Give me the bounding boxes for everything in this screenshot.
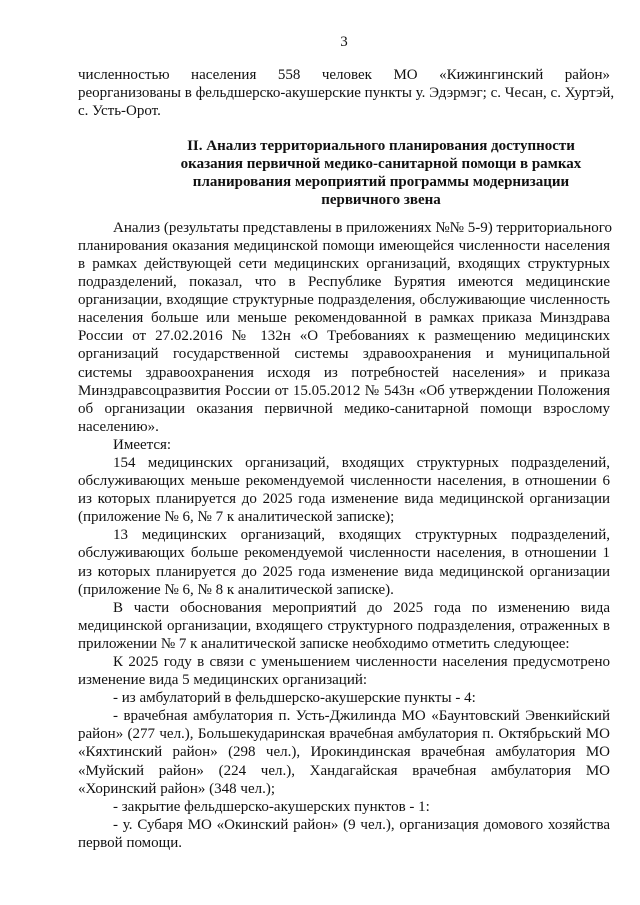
text-line: изменение вида 5 медицинских организаций: (78, 672, 368, 689)
text-line: - из амбулаторий в фельдшерско-акушерские пункты - 4: (113, 690, 476, 707)
text-line: подразделений, показал, что в Республике Бурятия имеются медицинские (78, 274, 610, 291)
text-line: в рамках действующей сети медицинских организаций, входящих структурных (78, 255, 610, 272)
fap-closure-list (78, 816, 610, 852)
text-line: организаций государственной системы здравоохранения и муниципальной (78, 346, 610, 363)
document-body (78, 66, 615, 852)
text-line: В части обоснования мероприятий до 2025 года по изменению вида (113, 599, 610, 616)
justification-paragraph (78, 599, 610, 653)
text-line: - врачебная амбулатория п. Усть-Джилинда МО «Баунтовский Эвенкийский (113, 708, 610, 725)
text-line: «Кяхтинский район» (298 чел.), Ирокиндинская врачебная амбулатория МО (78, 744, 610, 761)
text-line: планирования оказания медицинской помощи имеющейся численности населения (78, 237, 610, 254)
text-line: обслуживающих меньше рекомендуемой численности населения, в отношении 6 (78, 473, 610, 490)
text-line: реорганизованы в фельдшерско-акушерские пункты у. Эдэрмэг; с. Чесан, с. Хуртэй, (78, 85, 615, 102)
text-line: (приложение № 6, № 8 к аналитической записке). (78, 581, 394, 598)
text-line: - у. Субаря МО «Окинский район» (9 чел.), организация домового хозяйства (113, 816, 610, 833)
ambulatory-conversion-list (78, 707, 610, 797)
section-heading (78, 137, 610, 209)
text-line: обслуживающих больше рекомендуемой численности населения, в отношении 1 (78, 545, 610, 562)
heading-line: оказания первичной медико-санитарной помощи в рамках (180, 155, 582, 172)
text-line: с. Усть-Орот. (78, 103, 161, 120)
oversized-organizations-paragraph (78, 526, 610, 598)
text-line: об организации оказания первичной медико-санитарной помощи взрослому (78, 400, 610, 417)
fap-closure-heading (78, 798, 610, 816)
analysis-paragraph (78, 219, 613, 436)
text-line: приложении № 7 к аналитической записке необходимо отметить следующее: (78, 635, 570, 652)
undersized-organizations-paragraph (78, 454, 610, 526)
ambulatory-conversion-heading (78, 689, 610, 707)
text-line: «Муйский район» (224 чел.), Хандагайская врачебная амбулатория МО (78, 762, 610, 779)
text-line: - закрытие фельдшерско-акушерских пунктов - 1: (113, 798, 430, 815)
text-line: организации, входящие структурные подразделения, обслуживающие численность (78, 292, 610, 309)
text-line: из которых планируется до 2025 года изменение вида медицинской организации (78, 491, 610, 508)
text-line: первой помощи. (78, 834, 183, 851)
text-line: численностью населения 558 человек МО «Кижингинский район» (78, 67, 610, 83)
text-line: (приложение № 6, № 7 к аналитической записке); (78, 509, 395, 526)
intro-paragraph (78, 66, 615, 120)
text-line: России от 27.02.2016 № 132н «О Требованиях к размещению медицинских (78, 328, 610, 345)
text-line: 154 медицинских организаций, входящих структурных подразделений, (113, 454, 610, 471)
heading-line: II. Анализ территориального планирования доступности (187, 137, 575, 154)
text-line: «Хоринский район» (348 чел.); (78, 780, 275, 797)
available-label (78, 436, 610, 454)
text-line: населению». (78, 418, 159, 435)
text-line: системы здравоохранения исходя из потребностей населения» и приказа (78, 364, 610, 381)
text-line: населения больше или меньше рекомендованной в рамках приказа Минздрава (78, 310, 610, 327)
plan-2025-paragraph (78, 653, 610, 689)
page-number: 3 (340, 34, 348, 50)
heading-line: первичного звена (321, 192, 441, 209)
text-line: Минздравсоцразвития России от 15.05.2012 № 543н «Об утверждении Положения (78, 382, 610, 399)
text-line: Имеется: (113, 436, 172, 453)
text-line: К 2025 году в связи с уменьшением численности населения предусмотрено (113, 654, 610, 670)
text-line: медицинской организации, входящего структурного подразделения, отраженных в (78, 617, 610, 634)
text-line: 13 медицинских организаций, входящих структурных подразделений, (113, 527, 610, 544)
heading-line: планирования мероприятий программы модернизации (192, 174, 570, 191)
text-line: из которых планируется до 2025 года изменение вида медицинской организации (78, 563, 610, 580)
text-line: район» (277 чел.), Большекударинская врачебная амбулатория п. Октябрьский МО (78, 726, 610, 743)
text-line: Анализ (результаты представлены в приложениях №№ 5-9) территориального (113, 219, 613, 236)
